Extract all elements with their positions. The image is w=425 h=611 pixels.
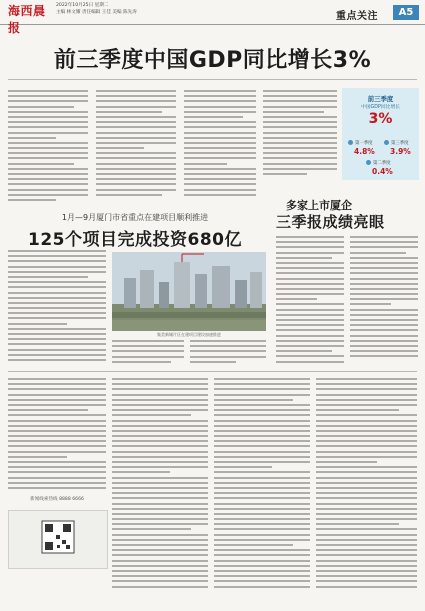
divider	[8, 371, 417, 372]
lead-body-col-3	[184, 90, 256, 202]
hotline-text: 新闻线索热线 8888 6666	[30, 497, 84, 502]
quarter-1-label: 第一季度	[355, 141, 373, 146]
lower-body-col-1	[8, 378, 106, 490]
bullet-icon	[366, 160, 371, 165]
projects-body-col-1	[8, 250, 106, 366]
lower-body-col-2	[112, 378, 208, 590]
projects-kicker: 1月—9月厦门市省重点在建项目顺利推进	[61, 213, 209, 222]
issue-date: 2022年10月25日 星期二	[56, 3, 109, 8]
quarter-3-label: 第三季度	[391, 141, 409, 146]
projects-headline: 125个项目完成投资680亿	[28, 230, 242, 250]
qr-code-icon	[9, 511, 107, 568]
xiamen-body-col-1	[276, 236, 344, 368]
quarter-3-value: 3.9%	[390, 147, 411, 156]
masthead	[0, 0, 425, 35]
construction-photo	[112, 252, 266, 331]
projects-body-col-3	[190, 340, 266, 368]
newspaper-logo: 海西晨报	[8, 4, 46, 35]
gdp-infographic	[342, 88, 419, 180]
lower-body-col-3	[214, 378, 310, 590]
issue-editors: 主编 林文耀 责任编辑 王佳 美编 陈先涛	[56, 9, 137, 15]
bullet-icon	[384, 140, 389, 145]
quarter-2-label: 第二季度	[373, 161, 391, 166]
quarter-2-value: 0.4%	[372, 167, 393, 176]
quarter-1-value: 4.8%	[354, 147, 375, 156]
lead-body-col-2	[96, 90, 176, 202]
promo-box	[8, 510, 108, 569]
xiamen-body-col-2	[350, 236, 418, 368]
xiamen-kicker: 多家上市厦企	[286, 199, 352, 212]
infographic-title: 前三季度	[367, 95, 394, 103]
divider	[8, 79, 417, 80]
infographic-main-value: 3%	[368, 111, 393, 127]
xiamen-headline: 三季报成绩亮眼	[276, 213, 385, 231]
section-title: 重点关注	[336, 11, 378, 22]
lead-body-col-4	[263, 90, 337, 182]
photo-caption: 集美新城片区在建项目建设加速推进	[157, 332, 221, 337]
lower-body-col-4	[316, 378, 417, 590]
infographic-subtitle: 中国GDP同比增长	[360, 105, 401, 110]
bullet-icon	[348, 140, 353, 145]
lead-body-col-1	[8, 90, 88, 202]
projects-body-col-2	[112, 340, 184, 368]
lead-headline: 前三季度中国GDP同比增长3%	[53, 48, 372, 73]
issue-meta	[56, 3, 137, 16]
page-number-badge: A5	[393, 5, 419, 20]
